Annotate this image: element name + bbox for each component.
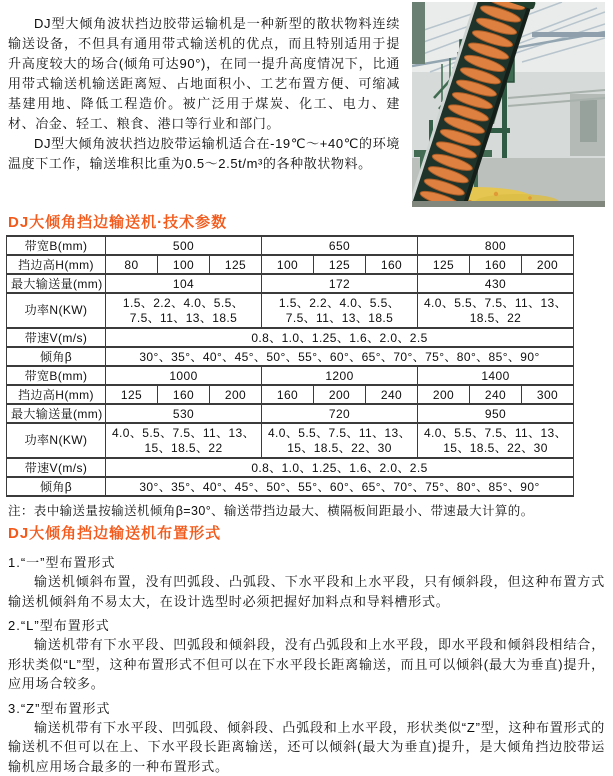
row-label: 倾角β [7, 477, 106, 496]
tech-params-heading: DJ大倾角挡边输送机·技术参数 [8, 211, 607, 232]
cell: 30°、35°、40°、45°、50°、55°、60°、65°、70°、75°、80°、85°、90° [106, 477, 574, 496]
cell: 4.0、5.5、7.5、11、13、15、18.5、22 [106, 423, 262, 458]
row-label: 最大输送量(mm) [7, 404, 106, 423]
cell: 530 [106, 404, 262, 423]
table-row [7, 255, 574, 274]
cell: 104 [106, 274, 262, 293]
section-title-3: 3.“Z”型布置形式 [8, 698, 605, 717]
table-row [7, 385, 574, 404]
table-row [7, 423, 574, 458]
cell: 720 [262, 404, 418, 423]
row-label: 挡边高H(mm) [7, 385, 106, 404]
cell: 125 [418, 255, 470, 274]
cell: 160 [262, 385, 314, 404]
cell: 160 [158, 385, 210, 404]
cell: 100 [262, 255, 314, 274]
section-body-3: 输送机带有下水平段、凹弧段、倾斜段、凸弧段和上水平段，形状类似“Z”型，这种布置形式的输送机不但可以在上、下水平段长距离输送，还可以倾斜(最大为垂直)提升，是大倾角挡边胶带运输机应用场合最多的一种布置形式。 [8, 718, 605, 776]
conveyor-photo [412, 2, 605, 207]
row-label: 挡边高H(mm) [7, 255, 106, 274]
cell: 500 [106, 236, 262, 255]
section-title-2: 2.“L”型布置形式 [8, 615, 605, 634]
row-label: 功率N(KW) [7, 293, 106, 328]
row-label: 带宽B(mm) [7, 236, 106, 255]
row-label: 带宽B(mm) [7, 366, 106, 385]
spec-table [6, 235, 574, 497]
cell: 240 [470, 385, 522, 404]
cell: 4.0、5.5、7.5、11、13、18.5、22 [418, 293, 574, 328]
cell: 200 [210, 385, 262, 404]
cell: 300 [522, 385, 574, 404]
table-row [7, 236, 574, 255]
section-title-1: 1.“一”型布置形式 [8, 552, 605, 571]
intro-paragraph-1: DJ型大倾角波状挡边胶带运输机是一种新型的散状物料连续输送设备，不但具有通用带式输送机的优点，而且特别适用于提升高度较大的场合(倾角可达90°)，在同一提升高度情况下，比通用带式输送机输送距离短、占地面积小、工艺布置方便、可缩减基建用地、降低工程造价。被广泛用于煤炭、化工、电力、建材、冶金、轻工、粮食、港口等行业和部门。 [8, 14, 400, 134]
cell: 172 [262, 274, 418, 293]
intro-paragraph-2: DJ型大倾角波状挡边胶带运输机适合在-19℃～+40℃的环境温度下工作，输送堆积比重为0.5～2.5t/m³的各种散状物料。 [8, 134, 400, 174]
cell: 0.8、1.0、1.25、1.6、2.0、2.5 [106, 328, 574, 347]
cell: 160 [366, 255, 418, 274]
cell: 240 [366, 385, 418, 404]
section-body-1: 输送机倾斜布置，没有凹弧段、凸弧段、下水平段和上水平段，只有倾斜段，但这种布置方式输送机倾斜角不易太大，在设计选型时必须把握好加料点和导料槽形式。 [8, 572, 605, 611]
cell: 650 [262, 236, 418, 255]
row-label: 带速V(m/s) [7, 328, 106, 347]
cell: 125 [106, 385, 158, 404]
table-row [7, 458, 574, 477]
cell: 1400 [418, 366, 574, 385]
cell: 100 [158, 255, 210, 274]
table-row [7, 366, 574, 385]
cell: 125 [314, 255, 366, 274]
cell: 4.0、5.5、7.5、11、13、15、18.5、22、30 [262, 423, 418, 458]
cell: 1.5、2.2、4.0、5.5、7.5、11、13、18.5 [106, 293, 262, 328]
row-label: 带速V(m/s) [7, 458, 106, 477]
cell: 200 [314, 385, 366, 404]
table-note: 注：表中输送量按输送机倾角β=30°、输送带挡边最大、横隔板间距最小、带速最大计算的。 [8, 501, 607, 519]
table-row [7, 477, 574, 496]
cell: 0.8、1.0、1.25、1.6、2.0、2.5 [106, 458, 574, 477]
cell: 800 [418, 236, 574, 255]
cell: 125 [210, 255, 262, 274]
intro-section [6, 0, 607, 208]
intro-text-block [6, 0, 406, 174]
cell: 200 [522, 255, 574, 274]
table-row [7, 328, 574, 347]
cell: 4.0、5.5、7.5、11、13、15、18.5、22、30 [418, 423, 574, 458]
layout-forms-heading: DJ大倾角挡边输送机布置形式 [8, 522, 607, 543]
row-label: 倾角β [7, 347, 106, 366]
section-body-2: 输送机带有下水平段、凹弧段和倾斜段，没有凸弧段和上水平段，即水平段和倾斜段相结合，形状类似“L”型，这种布置形式不但可以在下水平段长距离输送，而且可以倾斜(最大为垂直)提升，应用场合较多。 [8, 635, 605, 694]
row-label: 最大输送量(mm) [7, 274, 106, 293]
cell: 950 [418, 404, 574, 423]
cell: 1.5、2.2、4.0、5.5、7.5、11、13、18.5 [262, 293, 418, 328]
cell: 1200 [262, 366, 418, 385]
cell: 160 [470, 255, 522, 274]
cell: 430 [418, 274, 574, 293]
cell: 200 [418, 385, 470, 404]
conveyor-photo-illustration [412, 2, 605, 207]
cell: 30°、35°、40°、45°、50°、55°、60°、65°、70°、75°、80°、85°、90° [106, 347, 574, 366]
table-row [7, 404, 574, 423]
table-row [7, 274, 574, 293]
row-label: 功率N(KW) [7, 423, 106, 458]
layout-forms-section [6, 546, 607, 776]
cell: 1000 [106, 366, 262, 385]
table-row [7, 293, 574, 328]
cell: 80 [106, 255, 158, 274]
table-row [7, 347, 574, 366]
